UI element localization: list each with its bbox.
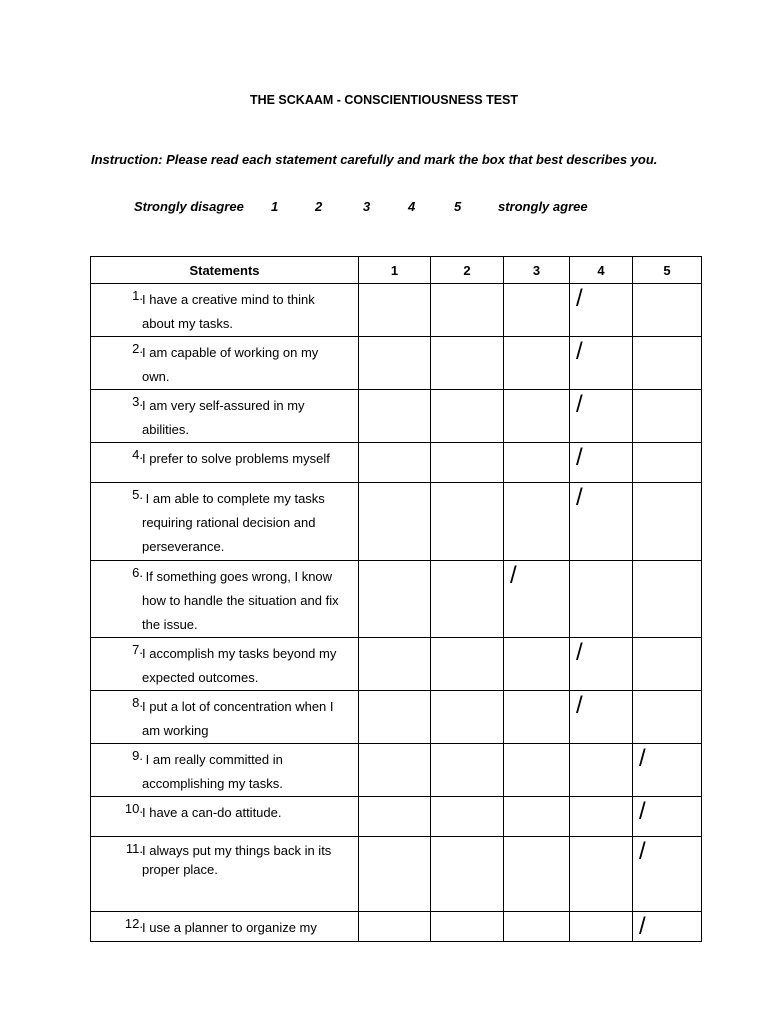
header-col-2: 2 [431, 257, 504, 284]
answer-cell-3[interactable] [504, 483, 570, 561]
answer-cell-3[interactable] [504, 443, 570, 483]
answer-cell-3[interactable] [504, 337, 570, 390]
statement-text: If something goes wrong, I know how to handle the situation and fix the issue. [142, 569, 339, 632]
check-mark: / [576, 639, 583, 666]
answer-cell-3[interactable] [504, 837, 570, 912]
statement-cell [91, 837, 359, 912]
statement-number: 9. [132, 748, 143, 763]
scale-point-3: 3 [363, 199, 371, 214]
table-header-row [91, 257, 702, 284]
statement-number: 4. [132, 447, 143, 462]
table-row [91, 390, 702, 443]
table-row [91, 797, 702, 837]
answer-cell-1[interactable] [359, 443, 431, 483]
statement-text: I put a lot of concentration when I am working [142, 699, 334, 738]
statement-text: I am able to complete my tasks requiring rational decision and perseverance. [142, 491, 325, 554]
scale-high-label: strongly agree [498, 199, 588, 214]
answer-cell-5[interactable] [633, 744, 702, 797]
check-mark: / [639, 745, 646, 772]
table-row [91, 443, 702, 483]
answer-cell-5[interactable] [633, 390, 702, 443]
statement-text: I prefer to solve problems myself [142, 451, 330, 466]
answer-cell-4[interactable] [570, 483, 633, 561]
statement-cell [91, 691, 359, 744]
check-mark: / [576, 692, 583, 719]
answer-cell-4[interactable] [570, 443, 633, 483]
answer-cell-4[interactable] [570, 337, 633, 390]
answer-cell-5[interactable] [633, 912, 702, 942]
header-statements: Statements [91, 257, 359, 284]
answer-cell-1[interactable] [359, 912, 431, 942]
answer-cell-2[interactable] [431, 483, 504, 561]
answer-cell-3[interactable] [504, 797, 570, 837]
scale-point-4: 4 [408, 199, 416, 214]
statement-text: I am very self-assured in my abilities. [142, 398, 305, 437]
statement-text: I am really committed in accomplishing my tasks. [142, 752, 283, 791]
check-mark: / [576, 444, 583, 471]
answer-cell-3[interactable] [504, 284, 570, 337]
answer-cell-2[interactable] [431, 443, 504, 483]
check-mark: / [639, 838, 646, 865]
answer-cell-5[interactable] [633, 691, 702, 744]
answer-cell-2[interactable] [431, 390, 504, 443]
answer-cell-2[interactable] [431, 638, 504, 691]
header-col-4: 4 [570, 257, 633, 284]
answer-cell-4[interactable] [570, 837, 633, 912]
survey-table [90, 256, 702, 942]
scale-low-label: Strongly disagree [134, 199, 244, 214]
statement-cell [91, 638, 359, 691]
answer-cell-4[interactable] [570, 390, 633, 443]
table-row [91, 284, 702, 337]
answer-cell-5[interactable] [633, 483, 702, 561]
statement-cell [91, 797, 359, 837]
statement-cell [91, 443, 359, 483]
answer-cell-5[interactable] [633, 443, 702, 483]
answer-cell-3[interactable] [504, 744, 570, 797]
answer-cell-1[interactable] [359, 284, 431, 337]
statement-cell [91, 744, 359, 797]
answer-cell-5[interactable] [633, 837, 702, 912]
statement-number: 10. [124, 801, 143, 816]
table-row [91, 561, 702, 638]
statement-cell [91, 337, 359, 390]
statement-number: 2. [132, 341, 143, 356]
answer-cell-1[interactable] [359, 837, 431, 912]
answer-cell-1[interactable] [359, 561, 431, 638]
answer-cell-3[interactable] [504, 638, 570, 691]
statement-number: 12. [124, 916, 143, 931]
answer-cell-3[interactable] [504, 390, 570, 443]
answer-cell-1[interactable] [359, 744, 431, 797]
statement-text: I always put my things back in its proper place. [142, 843, 332, 877]
statement-text: I have a can-do attitude. [142, 805, 282, 820]
answer-cell-4[interactable] [570, 744, 633, 797]
answer-cell-2[interactable] [431, 744, 504, 797]
statement-number: 8. [132, 695, 143, 710]
statement-number: 6. [132, 565, 143, 580]
table-row [91, 483, 702, 561]
document-title: THE SCKAAM - CONSCIENTIOUSNESS TEST [249, 93, 519, 107]
answer-cell-2[interactable] [431, 691, 504, 744]
check-mark: / [576, 285, 583, 312]
scale-point-2: 2 [315, 199, 323, 214]
answer-cell-3[interactable] [504, 561, 570, 638]
table-row [91, 744, 702, 797]
answer-cell-4[interactable] [570, 638, 633, 691]
table-row [91, 638, 702, 691]
check-mark: / [576, 391, 583, 418]
answer-cell-2[interactable] [431, 337, 504, 390]
answer-cell-1[interactable] [359, 638, 431, 691]
answer-cell-2[interactable] [431, 284, 504, 337]
scale-point-1: 1 [271, 199, 279, 214]
answer-cell-1[interactable] [359, 483, 431, 561]
answer-cell-5[interactable] [633, 337, 702, 390]
statement-number: 7. [132, 642, 143, 657]
answer-cell-1[interactable] [359, 390, 431, 443]
statement-number: 3. [132, 394, 143, 409]
answer-cell-2[interactable] [431, 797, 504, 837]
answer-cell-2[interactable] [431, 837, 504, 912]
statement-cell [91, 912, 359, 942]
statement-number: 1. [132, 288, 143, 303]
answer-cell-2[interactable] [431, 912, 504, 942]
header-col-3: 3 [504, 257, 570, 284]
table-row [91, 912, 702, 942]
answer-cell-3[interactable] [504, 912, 570, 942]
answer-cell-4[interactable] [570, 284, 633, 337]
statement-text: I have a creative mind to think about my tasks. [142, 292, 315, 331]
statement-number: 5. [132, 487, 143, 502]
answer-cell-5[interactable] [633, 638, 702, 691]
check-mark: / [639, 913, 646, 940]
table-row [91, 837, 702, 912]
scale-point-5: 5 [454, 199, 462, 214]
check-mark: / [576, 484, 583, 511]
table-row [91, 337, 702, 390]
answer-cell-3[interactable] [504, 691, 570, 744]
statement-cell [91, 390, 359, 443]
check-mark: / [510, 562, 517, 589]
statement-text: I use a planner to organize my [142, 920, 317, 935]
header-col-5: 5 [633, 257, 702, 284]
statement-cell [91, 284, 359, 337]
answer-cell-4[interactable] [570, 561, 633, 638]
answer-cell-1[interactable] [359, 691, 431, 744]
answer-cell-2[interactable] [431, 561, 504, 638]
table-row [91, 691, 702, 744]
statement-number: 11. [125, 841, 143, 856]
header-col-1: 1 [359, 257, 431, 284]
answer-cell-5[interactable] [633, 797, 702, 837]
answer-cell-5[interactable] [633, 284, 702, 337]
answer-cell-4[interactable] [570, 912, 633, 942]
answer-cell-1[interactable] [359, 797, 431, 837]
answer-cell-4[interactable] [570, 797, 633, 837]
check-mark: / [576, 338, 583, 365]
answer-cell-4[interactable] [570, 691, 633, 744]
statement-text: I accomplish my tasks beyond my expected outcomes. [142, 646, 337, 685]
check-mark: / [639, 798, 646, 825]
statement-cell [91, 483, 359, 561]
instruction-text: Instruction: Please read each statement carefully and mark the box that best describes you. [91, 152, 658, 167]
answer-cell-5[interactable] [633, 561, 702, 638]
answer-cell-1[interactable] [359, 337, 431, 390]
statement-text: I am capable of working on my own. [142, 345, 319, 384]
statement-cell [91, 561, 359, 638]
